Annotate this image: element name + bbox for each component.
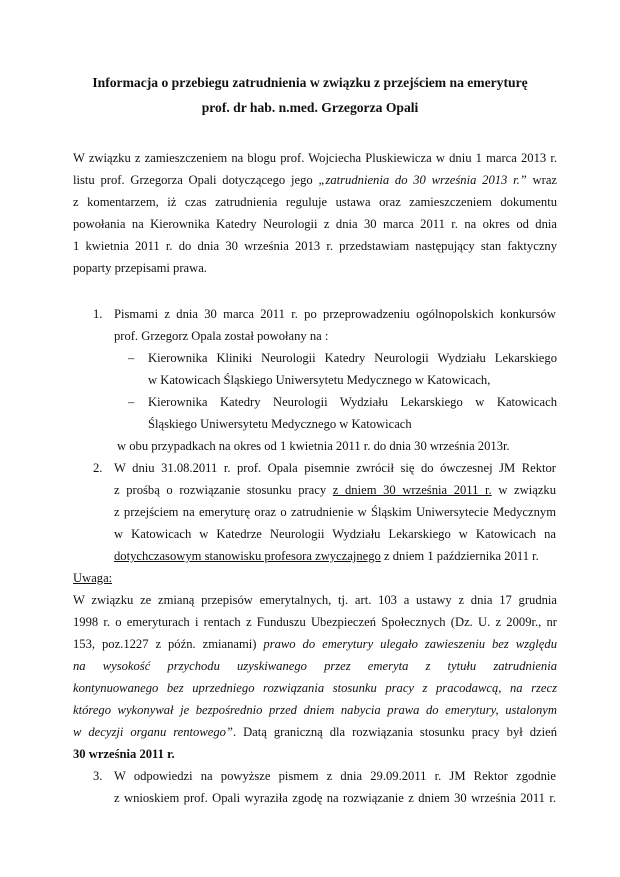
text-line: w Katowicach w Katedrze Neurologii Wydziału Lekarskiego w Katowicach na [114, 527, 556, 541]
dash-bullet: – [128, 351, 135, 365]
text-line: W związku z zamieszczeniem na blogu prof. Wojciecha Pluskiewicza w dniu 1 marca 2013 r. [73, 151, 557, 165]
text-line: powołania na Kierownika Katedry Neurologii z dnia 30 marca 2011 r. na okres od dnia [73, 217, 557, 231]
text-line: prof. Grzegorz Opala został powołany na : [114, 329, 329, 343]
note-heading: Uwaga: [73, 571, 113, 585]
text-line: 1998 r. o emeryturach i rentach z Funduszu Ubezpieczeń Społecznych (Dz. U. z 2009r., nr [73, 615, 557, 629]
text-line: kontynuowanego bez uprzedniego rozwiązania stosunku pracy z pracodawcą, na rzecz [73, 681, 557, 695]
text-line: w Katowicach Śląskiego Uniwersytetu Medycznego w Katowicach, [148, 373, 491, 387]
text-line: z przejściem na emeryturę oraz o zatrudnienie w Śląskim Uniwersytecie Medycznym [114, 505, 556, 519]
text-line: Śląskiego Uniwersytetu Medycznego w Katowicach [148, 417, 412, 431]
text-line: którego wykonywał je bezpośrednio przed dniem nabycia prawa do emerytury, ustalonym [73, 703, 557, 717]
document-title-line-2: prof. dr hab. n.med. Grzegorza Opali [201, 100, 419, 115]
text-line: w obu przypadkach na okres od 1 kwietnia 2011 r. do dnia 30 września 2013r. [117, 439, 510, 453]
text-line: w decyzji organu rentowego”. Datą graniczną dla rozwiązania stosunku pracy był dzień [73, 725, 557, 739]
document-title-line-1: Informacja o przebiegu zatrudnienia w związku z przejściem na emeryturę [92, 75, 528, 90]
text-line: 1 kwietnia 2011 r. do dnia 30 września 2013 r. przedstawiam następujący stan faktyczny [73, 239, 557, 253]
text-line: W odpowiedzi na powyższe pismem z dnia 29.09.2011 r. JM Rektor zgodnie [114, 769, 556, 783]
dash-bullet: – [128, 395, 135, 409]
text-line: z prośbą o rozwiązanie stosunku pracy z dniem 30 września 2011 r. w związku [114, 483, 556, 497]
text-line: listu prof. Grzegorza Opali dotyczącego jego „zatrudnienia do 30 września 2013 r.” wraz [73, 173, 557, 187]
text-line: z komentarzem, iż czas zatrudnienia reguluje ustawa oraz zamieszczeniem dokumentu [73, 195, 557, 209]
text-line: dotychczasowym stanowisku profesora zwyczajnego z dniem 1 października 2011 r. [114, 549, 539, 563]
text-line: na wysokość przychodu uzyskiwanego przez emeryta z tytułu zatrudnienia [73, 659, 557, 673]
text-line: z wnioskiem prof. Opali wyraziła zgodę na rozwiązanie z dniem 30 września 2011 r. [114, 791, 556, 805]
text-line: Pismami z dnia 30 marca 2011 r. po przeprowadzeniu ogólnopolskich konkursów [114, 307, 556, 321]
text-line: W dniu 31.08.2011 r. prof. Opala pisemnie zwrócił się do ówczesnej JM Rektor [114, 461, 556, 475]
text-line: poparty przepisami prawa. [73, 261, 207, 275]
text-line: 153, poz.1227 z późn. zmianami) prawo do emerytury ulegało zawieszeniu bez względu [73, 637, 557, 651]
list-number: 1. [93, 307, 103, 321]
text-line: W związku ze zmianą przepisów emerytalnych, tj. art. 103 a ustawy z dnia 17 grudnia [73, 593, 557, 607]
list-number: 2. [93, 461, 103, 475]
text-line: Kierownika Katedry Neurologii Wydziału Lekarskiego w Katowicach [148, 395, 557, 409]
text-line: Kierownika Kliniki Neurologii Katedry Neurologii Wydziału Lekarskiego [148, 351, 557, 365]
list-number: 3. [93, 769, 103, 783]
deadline-date: 30 września 2011 r. [73, 747, 175, 761]
